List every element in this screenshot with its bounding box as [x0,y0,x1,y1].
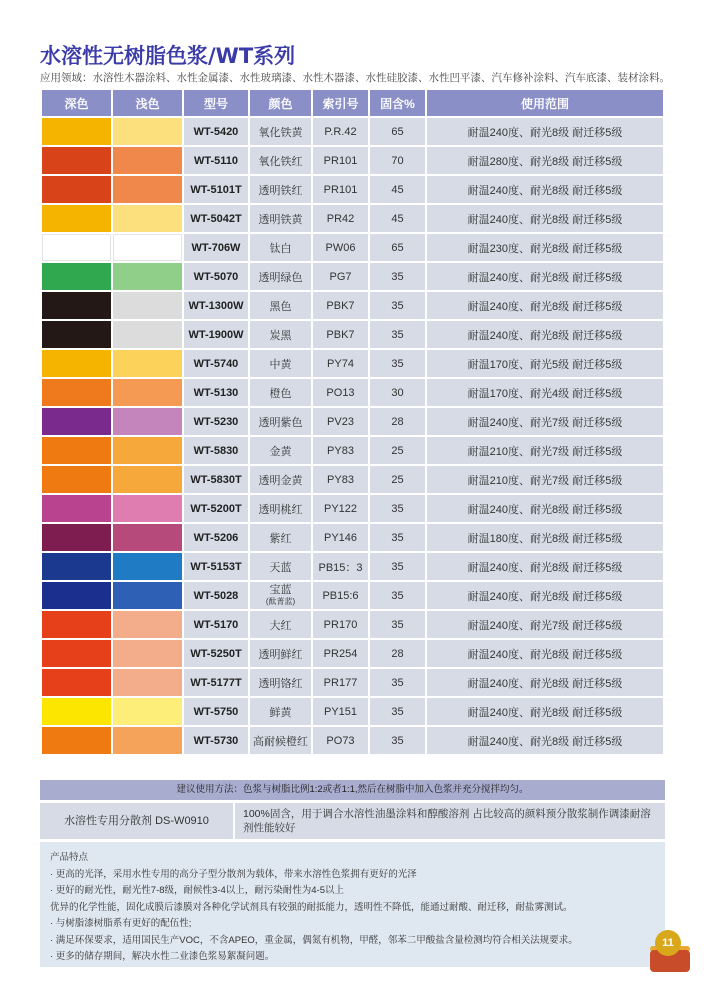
index-cell: PY83 [313,466,368,493]
index-cell: PG7 [313,263,368,290]
deep-swatch [42,495,111,522]
model-cell: WT-5830 [184,437,248,464]
solid-content-cell: 28 [370,408,425,435]
light-swatch [113,669,182,696]
model-cell: WT-706W [184,234,248,261]
solid-content-cell: 35 [370,727,425,754]
color-name-cell: 透明紫色 [250,408,311,435]
table-row [42,495,663,522]
color-name-cell: 透明鲜红 [250,640,311,667]
usage-range-cell: 耐温240度、耐光8级 耐迁移5级 [427,640,663,667]
color-name-cell: 氧化铁红 [250,147,311,174]
usage-range-cell: 耐温240度、耐光8级 耐迁移5级 [427,553,663,580]
header-index: 索引号 [313,90,368,116]
model-cell: WT-5130 [184,379,248,406]
model-cell: WT-5070 [184,263,248,290]
color-name-cell: 钛白 [250,234,311,261]
color-name-note: (酞菁蓝) [265,596,296,606]
color-name-cell: 大红 [250,611,311,638]
features-title: 产品特点 [50,852,89,863]
feature-item: · 更多的储存期间，解决水性二业漆色浆易絮凝问题。 [50,951,275,962]
product-table [40,88,665,756]
solid-content-cell: 25 [370,437,425,464]
header-deep: 深色 [42,90,111,116]
feature-item: · 更好的耐光性，耐光性7-8级，耐候性3-4以上，耐污染耐性为4-5以上 [50,885,344,896]
deep-swatch [42,205,111,232]
index-cell: PO73 [313,727,368,754]
deep-swatch [42,698,111,725]
solid-content-cell: 65 [370,118,425,145]
model-cell: WT-5200T [184,495,248,522]
table-body [42,118,663,754]
usage-range-cell: 耐温230度、耐光8级 耐迁移5级 [427,234,663,261]
color-name-cell: 透明铁黄 [250,205,311,232]
color-name-cell: 橙色 [250,379,311,406]
index-cell: P.R.42 [313,118,368,145]
light-swatch [113,292,182,319]
feature-item: 优异的化学性能，固化成膜后漆膜对各种化学试剂具有较强的耐抵能力，透明性不降低，能通过耐酸、耐迁移，耐盐雾测试。 [50,901,573,913]
dispersant-name: 水溶性专用分散剂 DS-W0910 [40,803,233,839]
color-name-cell: 天蓝 [250,553,311,580]
solid-content-cell: 30 [370,379,425,406]
deep-swatch [42,669,111,696]
table-row [42,263,663,290]
table-row [42,466,663,493]
header-use: 使用范围 [427,90,663,116]
header-color: 颜色 [250,90,311,116]
features-box [40,842,665,967]
table-row [42,234,663,261]
usage-range-cell: 耐温280度、耐光8级 耐迁移5级 [427,147,663,174]
table-row [42,727,663,754]
table-row [42,582,663,609]
table-row [42,408,663,435]
table-row [42,292,663,319]
usage-method: 建议使用方法：色浆与树脂比例1:2或者1:1,然后在树脂中加入色浆并充分搅拌均匀。 [40,780,665,800]
solid-content-cell: 35 [370,582,425,609]
index-cell: PBK7 [313,321,368,348]
index-cell: PR101 [313,176,368,203]
table-row [42,321,663,348]
index-cell: PV23 [313,408,368,435]
model-cell: WT-1300W [184,292,248,319]
usage-range-cell: 耐温240度、耐光8级 耐迁移5级 [427,118,663,145]
solid-content-cell: 25 [370,466,425,493]
deep-swatch [42,263,111,290]
solid-content-cell: 45 [370,205,425,232]
feature-item: · 与树脂漆树脂系有更好的配伍性; [50,918,192,929]
color-name-cell: 紫红 [250,524,311,551]
index-cell: PR177 [313,669,368,696]
table-row [42,176,663,203]
light-swatch [113,698,182,725]
deep-swatch [42,176,111,203]
usage-range-cell: 耐温240度、耐光8级 耐迁移5级 [427,292,663,319]
deep-swatch [42,379,111,406]
usage-range-cell: 耐温240度、耐光8级 耐迁移5级 [427,205,663,232]
color-name-cell: 黑色 [250,292,311,319]
table-row [42,640,663,667]
solid-content-cell: 65 [370,234,425,261]
color-name-cell: 透明铁红 [250,176,311,203]
light-swatch [113,379,182,406]
dispersant-description: 100%固含，用于调合水溶性油墨涂料和醇酸溶剂 占比较高的颜料预分散浆制作调漆耐溶剂性能较好 [235,803,665,839]
table-row [42,611,663,638]
index-cell: PY146 [313,524,368,551]
usage-range-cell: 耐温210度、耐光7级 耐迁移5级 [427,466,663,493]
light-swatch [113,524,182,551]
light-swatch [113,582,182,609]
color-name-cell: 透明绿色 [250,263,311,290]
color-name-cell: 透明桃红 [250,495,311,522]
usage-range-cell: 耐温240度、耐光8级 耐迁移5级 [427,582,663,609]
solid-content-cell: 35 [370,350,425,377]
deep-swatch [42,350,111,377]
index-cell: PY122 [313,495,368,522]
model-cell: WT-5830T [184,466,248,493]
model-cell: WT-5177T [184,669,248,696]
usage-range-cell: 耐温240度、耐光8级 耐迁移5级 [427,698,663,725]
application-line: 应用领域：水溶性木器涂料、水性金属漆、水性玻璃漆、水性木器漆、水性硅胶漆、水性凹平漆、汽车修补涂料、汽车底漆、装材涂料。 [40,72,670,84]
table-row [42,118,663,145]
light-swatch [113,640,182,667]
color-name-cell: 透明铬红 [250,669,311,696]
usage-range-cell: 耐温240度、耐光8级 耐迁移5级 [427,263,663,290]
light-swatch [113,408,182,435]
deep-swatch [42,147,111,174]
deep-swatch [42,727,111,754]
solid-content-cell: 28 [370,640,425,667]
light-swatch [113,350,182,377]
header-model: 型号 [184,90,248,116]
light-swatch [113,437,182,464]
header-light: 浅色 [113,90,182,116]
light-swatch [113,147,182,174]
usage-range-cell: 耐温240度、耐光7级 耐迁移5级 [427,408,663,435]
light-swatch [113,553,182,580]
light-swatch [113,611,182,638]
model-cell: WT-5042T [184,205,248,232]
light-swatch [113,205,182,232]
feature-item: · 更高的光泽，采用水性专用的高分子型分散剂为载体，带来水溶性色浆拥有更好的光泽 [50,868,417,880]
table-header-row [42,90,663,116]
light-swatch [113,234,182,261]
usage-range-cell: 耐温170度、耐光5级 耐迁移5级 [427,350,663,377]
model-cell: WT-5170 [184,611,248,638]
deep-swatch [42,524,111,551]
index-cell: PR101 [313,147,368,174]
model-cell: WT-1900W [184,321,248,348]
model-cell: WT-5730 [184,727,248,754]
table-row [42,205,663,232]
page-title: 水溶性无树脂色浆/WT系列 [40,44,296,68]
deep-swatch [42,292,111,319]
table-row [42,669,663,696]
solid-content-cell: 35 [370,292,425,319]
table-row [42,698,663,725]
usage-range-cell: 耐温240度、耐光8级 耐迁移5级 [427,321,663,348]
color-name-cell: 鲜黄 [250,698,311,725]
table-row [42,379,663,406]
solid-content-cell: 35 [370,263,425,290]
model-cell: WT-5110 [184,147,248,174]
usage-range-cell: 耐温240度、耐光7级 耐迁移5级 [427,611,663,638]
table-row [42,524,663,551]
light-swatch [113,263,182,290]
color-name-cell [250,582,311,609]
color-name-cell: 氧化铁黄 [250,118,311,145]
feature-item: · 满足环保要求，适用国民生产VOC，不含APEO，重金属，偶氮有机物，甲醛，邻苯二甲酸盐含量检测均符合相关法规要求。 [50,934,578,946]
usage-range-cell: 耐温170度、耐光4级 耐迁移5级 [427,379,663,406]
index-cell: PY74 [313,350,368,377]
color-name-cell: 金黄 [250,437,311,464]
deep-swatch [42,582,111,609]
usage-range-cell: 耐温240度、耐光8级 耐迁移5级 [427,176,663,203]
index-cell: PBK7 [313,292,368,319]
light-swatch [113,176,182,203]
model-cell: WT-5250T [184,640,248,667]
model-cell: WT-5230 [184,408,248,435]
table-row [42,553,663,580]
usage-range-cell: 耐温240度、耐光8级 耐迁移5级 [427,669,663,696]
deep-swatch [42,321,111,348]
usage-range-cell: 耐温180度、耐光8级 耐迁移5级 [427,524,663,551]
index-cell: PY83 [313,437,368,464]
model-cell: WT-5153T [184,553,248,580]
index-cell: PW06 [313,234,368,261]
index-cell: PR254 [313,640,368,667]
model-cell: WT-5101T [184,176,248,203]
color-name-cell: 炭黑 [250,321,311,348]
color-name: 宝蓝 [269,583,292,596]
index-cell: PO13 [313,379,368,406]
header-solid: 固含% [370,90,425,116]
model-cell: WT-5740 [184,350,248,377]
solid-content-cell: 35 [370,669,425,696]
index-cell: PR170 [313,611,368,638]
solid-content-cell: 35 [370,611,425,638]
index-cell: PR42 [313,205,368,232]
usage-range-cell: 耐温240度、耐光8级 耐迁移5级 [427,727,663,754]
light-swatch [113,118,182,145]
solid-content-cell: 35 [370,321,425,348]
solid-content-cell: 35 [370,698,425,725]
solid-content-cell: 70 [370,147,425,174]
usage-range-cell: 耐温240度、耐光8级 耐迁移5级 [427,495,663,522]
deep-swatch [42,640,111,667]
solid-content-cell: 35 [370,553,425,580]
deep-swatch [42,408,111,435]
light-swatch [113,495,182,522]
table-row [42,437,663,464]
deep-swatch [42,234,111,261]
color-name-cell: 透明金黄 [250,466,311,493]
model-cell: WT-5750 [184,698,248,725]
index-cell: PY151 [313,698,368,725]
deep-swatch [42,437,111,464]
light-swatch [113,466,182,493]
index-cell: PB15：3 [313,553,368,580]
table-row [42,147,663,174]
deep-swatch [42,118,111,145]
table-row [42,350,663,377]
model-cell: WT-5206 [184,524,248,551]
deep-swatch [42,466,111,493]
light-swatch [113,727,182,754]
page-number: 11 [655,930,681,956]
solid-content-cell: 35 [370,524,425,551]
color-name-cell: 高耐候橙红 [250,727,311,754]
deep-swatch [42,611,111,638]
index-cell: PB15:6 [313,582,368,609]
solid-content-cell: 45 [370,176,425,203]
solid-content-cell: 35 [370,495,425,522]
usage-range-cell: 耐温210度、耐光7级 耐迁移5级 [427,437,663,464]
color-name-cell: 中黄 [250,350,311,377]
dispersant-box [40,803,665,839]
model-cell: WT-5028 [184,582,248,609]
deep-swatch [42,553,111,580]
light-swatch [113,321,182,348]
model-cell: WT-5420 [184,118,248,145]
